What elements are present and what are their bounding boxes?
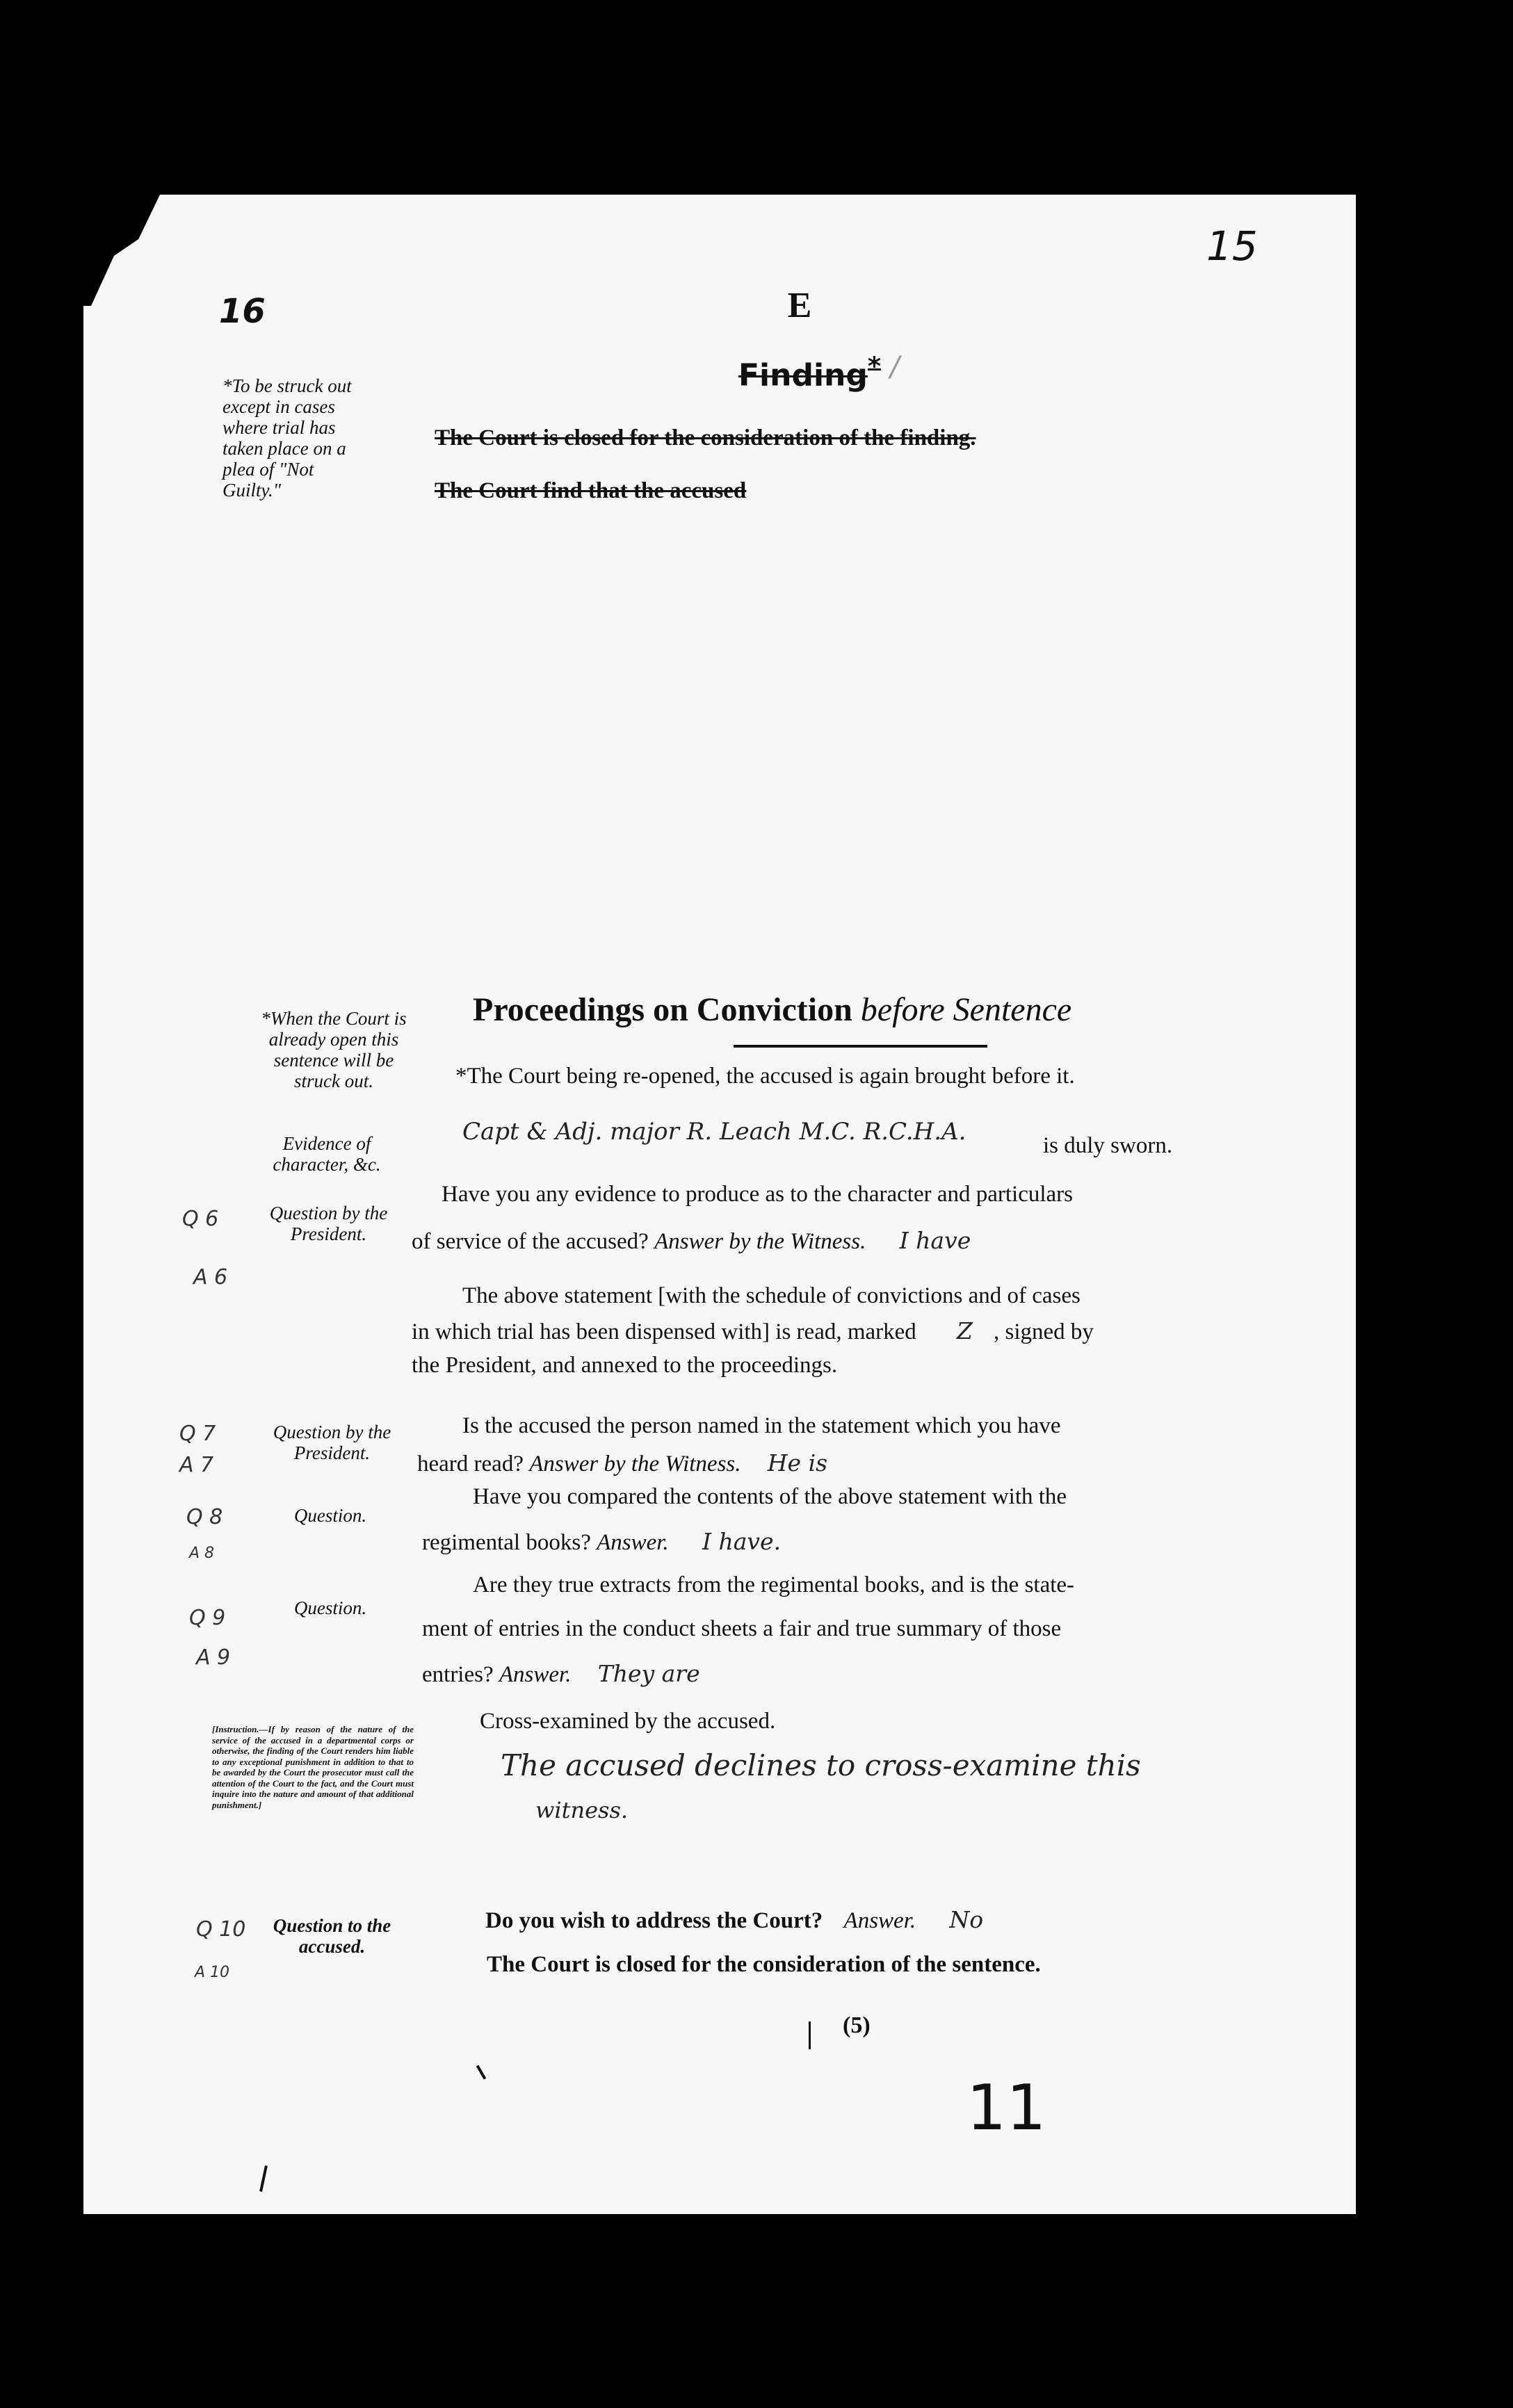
instruction-note: [Instruction.—If by reason of the nature of the service of the accused in a departmental corps or otherwise, the finding of the Court renders him liable to any exceptional punishment in addition to that to be awarded by the Court the prosecutor must call the attention of the Court to the fact, and the Court must inquire into the nature and amount of that additional punishment.] <box>212 1724 414 1810</box>
cross-handwritten-2: witness. <box>535 1797 629 1823</box>
statement-text-b-span: in which trial has been dispensed with] is read, marked <box>412 1319 916 1344</box>
q1-answer-label: Answer by the Witness. <box>654 1229 866 1254</box>
closing-line: The Court is closed for the consideration of the sentence. <box>487 1952 1041 1977</box>
q2-answer-hand: He is <box>767 1449 828 1476</box>
proceedings-heading-italic: before Sentence <box>860 991 1072 1028</box>
q2-text-a: Is the accused the person named in the statement which you have <box>462 1413 1061 1438</box>
footer-page-number: (5) <box>843 2012 871 2038</box>
q1-margin-hand-a: A 6 <box>193 1265 228 1290</box>
q1-margin-hand-q: Q 6 <box>182 1207 219 1231</box>
reopened-line: *The Court being re-opened, the accused is again brought before it. <box>455 1064 1075 1089</box>
witness-handwritten: Capt & Adj. major R. Leach M.C. R.C.H.A. <box>462 1118 966 1146</box>
q5-margin-hand-a: A 10 <box>195 1964 230 1981</box>
q3-margin-label: Question. <box>293 1505 367 1526</box>
heading-rule <box>734 1045 987 1048</box>
footer-hand-mark: 11 <box>966 2072 1046 2145</box>
q5-text-span: Do you wish to address the Court? <box>485 1908 823 1933</box>
proceedings-heading <box>473 991 1071 1029</box>
q3-text-b <box>422 1528 781 1556</box>
statement-text-d: the President, and annexed to the proceedings. <box>412 1353 838 1378</box>
finding-line-find: The Court find that the accused <box>435 478 747 503</box>
q1-text-b <box>412 1227 971 1255</box>
handwritten-page-number: 15 <box>1206 222 1258 270</box>
evidence-margin-note: Evidence of character, &c. <box>273 1133 381 1175</box>
q4-margin-label: Question. <box>293 1597 367 1618</box>
q2-answer-label: Answer by the Witness. <box>529 1451 741 1476</box>
q5-text <box>485 1906 983 1934</box>
q3-text-b-span: regimental books? <box>422 1530 591 1555</box>
stray-mark-page <box>809 2021 811 2049</box>
statement-text-b <box>412 1317 1094 1345</box>
q1-margin-label: Question by the President. <box>269 1203 388 1244</box>
finding-handwritten-mark: / <box>890 351 900 383</box>
cross-handwritten-1: The accused declines to cross-examine this <box>501 1748 1141 1782</box>
statement-text-c: , signed by <box>993 1319 1094 1344</box>
q5-answer-hand: No <box>949 1906 984 1933</box>
finding-margin-note: *To be struck out except in cases where trial has taken place on a plea of "Not Guilty." <box>222 375 352 501</box>
corner-mark: 16 <box>219 292 266 331</box>
q3-answer-label: Answer. <box>597 1530 669 1555</box>
q3-answer-hand: I have. <box>702 1528 782 1555</box>
reopened-margin-note: *When the Court is already open this sentence will be struck out. <box>261 1008 407 1091</box>
q5-margin-label: Question to the accused. <box>273 1915 391 1957</box>
q2-text-b <box>417 1449 827 1477</box>
q4-text-a: Are they true extracts from the regimental books, and is the state- <box>473 1572 1075 1597</box>
finding-heading <box>738 351 881 393</box>
finding-line-closed: The Court is closed for the consideration of the finding. <box>435 425 976 450</box>
q5-margin-hand-q: Q 10 <box>196 1917 246 1942</box>
q3-margin-hand-a: A 8 <box>189 1545 215 1562</box>
statement-text-a: The above statement [with the schedule of convictions and of cases <box>462 1283 1081 1308</box>
statement-marked-hand: Z <box>957 1317 973 1344</box>
q2-margin-hand-a: A 7 <box>179 1453 214 1477</box>
finding-heading-text: Finding <box>738 357 868 393</box>
q4-text-b: ment of entries in the conduct sheets a fair and true summary of those <box>422 1616 1062 1641</box>
q1-answer-hand: I have <box>899 1227 971 1254</box>
witness-sworn: is duly sworn. <box>1043 1133 1173 1158</box>
q1-text-b-span: of service of the accused? <box>412 1229 649 1254</box>
q4-margin-hand-a: A 9 <box>196 1645 231 1670</box>
q2-margin-label: Question by the President. <box>273 1422 391 1463</box>
q4-text-c-span: entries? <box>422 1662 494 1687</box>
q4-answer-hand: They are <box>597 1660 700 1687</box>
q1-text-a: Have you any evidence to produce as to the character and particulars <box>442 1182 1073 1207</box>
q3-text-a: Have you compared the contents of the above statement with the <box>473 1484 1067 1509</box>
q2-margin-hand-q: Q 7 <box>179 1422 216 1446</box>
q3-margin-hand-q: Q 8 <box>186 1505 223 1529</box>
finding-asterisk: * <box>867 351 882 381</box>
q4-margin-hand-q: Q 9 <box>189 1606 226 1630</box>
q5-answer-label: Answer. <box>843 1908 916 1933</box>
q4-answer-label: Answer. <box>499 1662 572 1687</box>
q4-text-c <box>422 1660 700 1688</box>
section-letter: E <box>787 286 812 325</box>
cross-examined-line: Cross-examined by the accused. <box>480 1709 776 1734</box>
q2-text-b-span: heard read? <box>417 1451 524 1476</box>
proceedings-heading-main: Proceedings on Conviction <box>473 991 852 1028</box>
